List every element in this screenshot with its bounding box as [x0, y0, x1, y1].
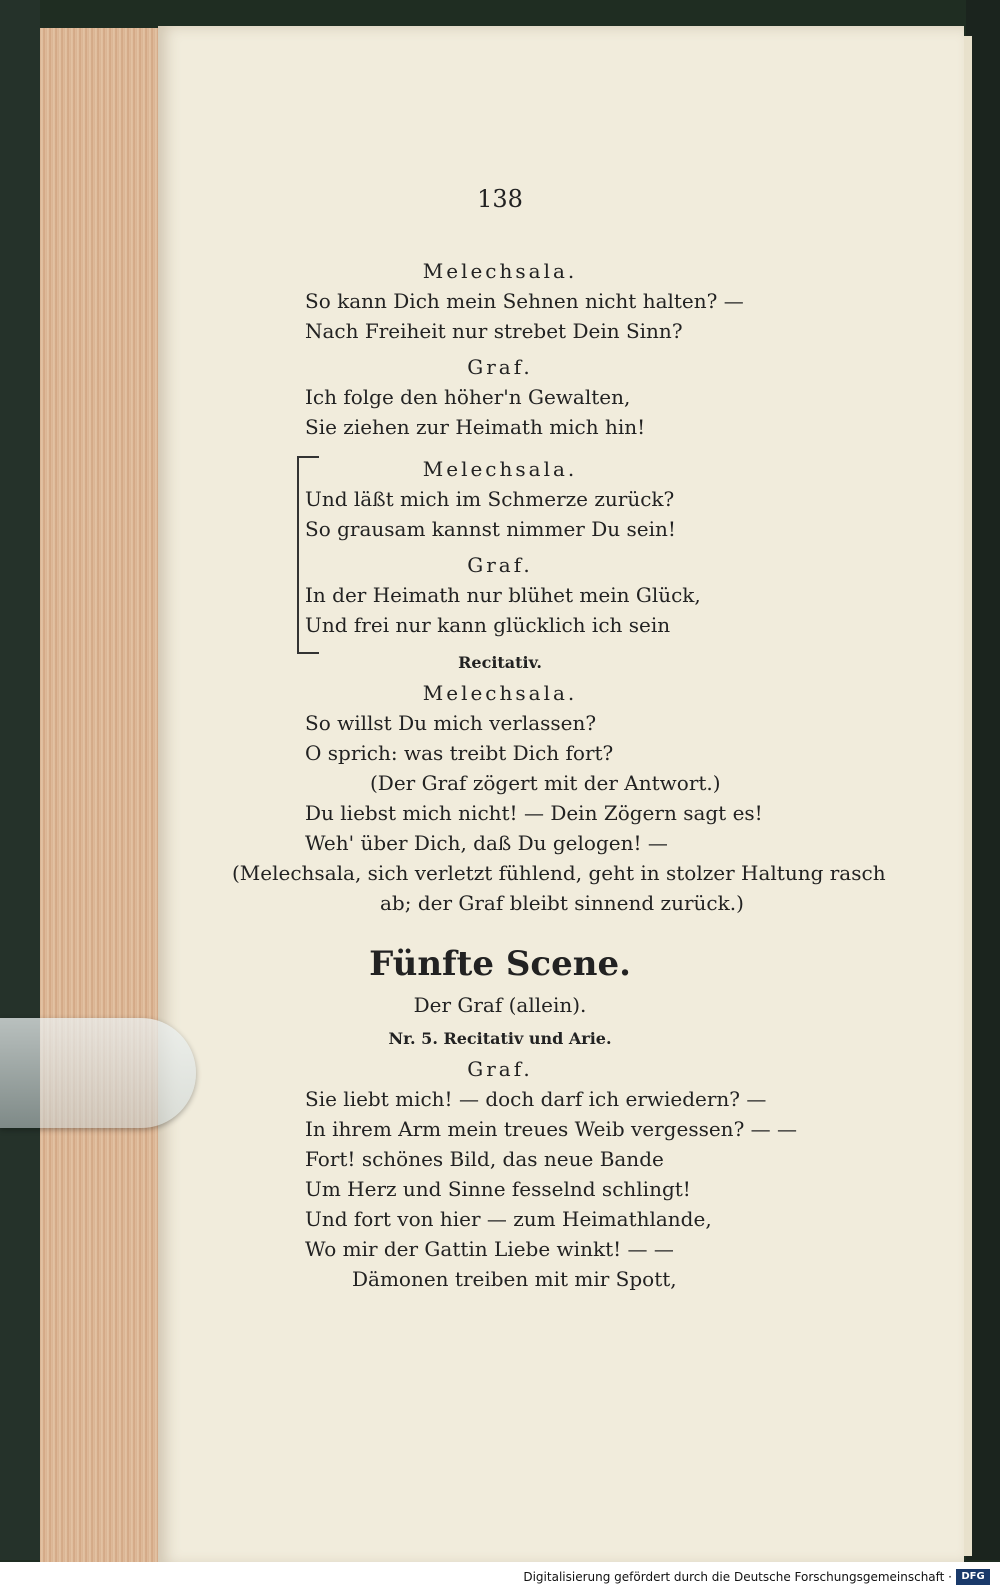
- funding-credit: Digitalisierung gefördert durch die Deutsche Forschungsgemeinschaft ·: [523, 1570, 952, 1584]
- scanner-background-left: [0, 0, 40, 1560]
- verse-line: Weh' über Dich, daß Du gelogen! —: [305, 831, 668, 855]
- page-number: 138: [477, 185, 523, 213]
- verse-line: So kann Dich mein Sehnen nicht halten? —: [305, 289, 744, 313]
- verse-line: Und läßt mich im Schmerze zurück?: [305, 487, 675, 511]
- page-holder-clip: [0, 1018, 196, 1128]
- stage-direction: (Der Graf zögert mit der Antwort.): [370, 771, 721, 795]
- speaker-graf: Graf.: [467, 553, 533, 577]
- speaker-melechsala: Melechsala.: [422, 259, 578, 283]
- verse-line: O sprich: was treibt Dich fort?: [305, 741, 614, 765]
- verse-line: Du liebst mich nicht! — Dein Zögern sagt es!: [305, 801, 763, 825]
- stage-direction: ab; der Graf bleibt sinnend zurück.): [380, 891, 744, 915]
- verse-line: So grausam kannst nimmer Du sein!: [305, 517, 676, 541]
- verse-line: Nach Freiheit nur strebet Dein Sinn?: [305, 319, 683, 343]
- dfg-logo: DFG: [956, 1569, 990, 1585]
- verse-line: In ihrem Arm mein treues Weib vergessen? — —: [305, 1117, 798, 1141]
- stage-direction: (Melechsala, sich verletzt fühlend, geht in stolzer Haltung rasch: [232, 861, 886, 885]
- verse-line: In der Heimath nur blühet mein Glück,: [305, 583, 701, 607]
- book-page: [158, 26, 964, 1566]
- scene-heading: Fünfte Scene.: [369, 944, 631, 984]
- footer-bar: [0, 1562, 1000, 1592]
- verse-line: Ich folge den höher'n Gewalten,: [305, 385, 631, 409]
- section-label-recitativ: Recitativ.: [458, 653, 542, 672]
- verse-line: Und fort von hier — zum Heimathlande,: [305, 1207, 712, 1231]
- speaker-melechsala: Melechsala.: [422, 457, 578, 481]
- verse-line: Dämonen treiben mit mir Spott,: [352, 1267, 677, 1291]
- scene-subtitle: Der Graf (allein).: [413, 993, 587, 1017]
- verse-line: So willst Du mich verlassen?: [305, 711, 597, 735]
- speaker-graf: Graf.: [467, 355, 533, 379]
- verse-line: Wo mir der Gattin Liebe winkt! — —: [305, 1237, 674, 1261]
- verse-line: Und frei nur kann glücklich ich sein: [305, 613, 671, 637]
- speaker-melechsala: Melechsala.: [422, 681, 578, 705]
- speaker-graf: Graf.: [467, 1057, 533, 1081]
- verse-line: Fort! schönes Bild, das neue Bande: [305, 1147, 664, 1171]
- verse-line: Sie ziehen zur Heimath mich hin!: [305, 415, 646, 439]
- number-title: Nr. 5. Recitativ und Arie.: [388, 1029, 612, 1048]
- verse-line: Sie liebt mich! — doch darf ich erwiedern? —: [305, 1087, 767, 1111]
- verse-line: Um Herz und Sinne fesselnd schlingt!: [305, 1177, 691, 1201]
